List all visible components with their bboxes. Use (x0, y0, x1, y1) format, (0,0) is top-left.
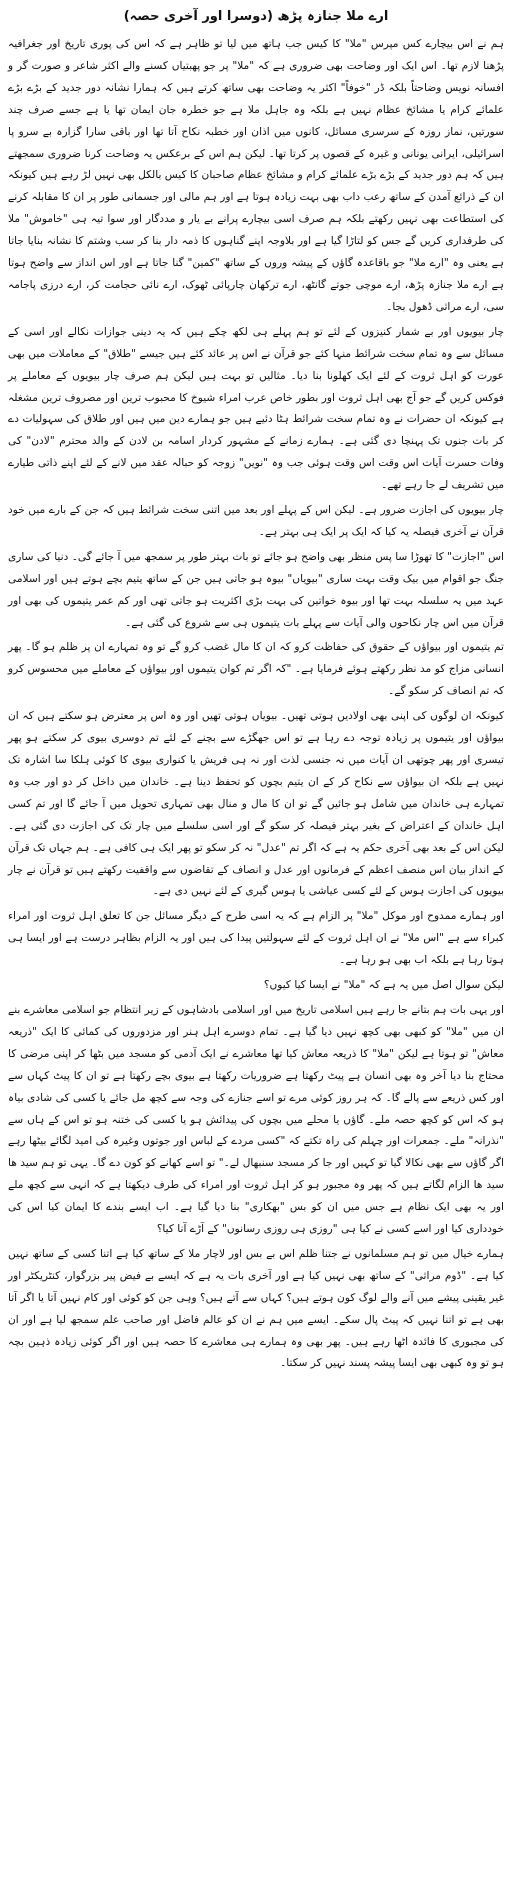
article-paragraph: اس "اجازت" کا تھوڑا سا پس منظر بھی واضح ہو جائے تو بات بہتر طور پر سمجھ میں آ جائے گی۔ دنیا کی ساری جنگ جو اقوام میں بیک وقت بہت ساری "بیویاں" بیوہ ہو جاتی ہیں جن کے ساتھ یتیم بچے ہوتے ہیں اور اسلامی عہد میں یہ سلسلہ بہت تھا اور بیوہ خواتین کی بہت بڑی اکثریت ہو جاتی تھی اور کم عمر یتیموں کی بھی اور قرآن میں اس چار نکاحوں والی آیات سے پہلے بات یتیموں ہی سے شروع کی گئی ہے۔ (8, 550, 504, 629)
article-paragraph: چار بیویوں کی اجازت ضرور ہے۔ لیکن اس کے پہلے اور بعد میں اتنی سخت شرائط ہیں کہ جن کے بارے میں خود قرآن نے آخری فیصلہ یہ کیا کہ ایک پر ایک ہی بہتر ہے۔ (8, 504, 504, 538)
article-paragraph: ہمارے خیال میں تو ہم مسلمانوں نے جتنا ظلم اس بے بس اور لاچار ملا کے ساتھ کیا ہے اتنا کسی کے ساتھ نہیں کیا ہے۔ "ڈوم مراثی" کے ساتھ بھی نہیں کیا ہے اور آخری بات یہ ہے کہ ایسے بے فیض پیر بزرگوار، کنٹریکٹر اور غیر یقینی پیشے میں آنے والے لوگ کون ہوتے ہیں؟ کہاں سے آتے ہیں؟ وہی جن کو کوئی اور کام نہیں آتا یا اگر آتا بھی ہے تو اتنا نہیں کہ پیٹ پال سکے۔ ایسے میں ہم نے ان کو عالم فاضل اور صاحب علم سمجھ لیا ہے اور ان کی مجبوری کا فائدہ اٹھا رہے ہیں۔ پھر بھی وہ ہمارے ہی معاشرے کا حصہ ہیں اور اگر کوئی زیادہ ذہین بچہ ہو تو وہ کبھی بھی ایسا پیشہ پسند نہیں کر سکتا۔ (8, 1247, 504, 1370)
article-paragraph: ہم نے اس بیچارے کس مپرس "ملا" کا کیس جب ہاتھ میں لیا تو ظاہر ہے کہ اس کی پوری تاریخ اور جغرافیہ پڑھنا لازم تھا۔ اس ایک اور وضاحت بھی ضروری ہے کہ "ملا" پر جو پھبتیاں کسنے والے اکثر شاعر و صورت گر و افسانہ نویس وضاحتاً بلکہ ڈر "خوفاً" اکثر یہ وضاحت بھی ساتھ کرتے ہیں کہ ہمارا نشانہ دور جدید کے بڑے بڑے علمائے کرام یا مشائخ عظام نہیں ہے بلکہ وہ جاہل ملا ہے جو خطرہ جان ایمان تھا یا ہے جسے صرف چند سورتیں، نماز روزہ کے سرسری مسائل، کانوں میں اذان اور خطبہ نکاح آتا تھا اور باقی سارا گزارہ بے سرو پا اسرائیلی، ایرانی یونانی و غیرہ کے قصوں پر کرتا تھا۔ لیکن ہم اس کے برعکس یہ وضاحت کرنا ضروری سمجھتے ہیں کہ ہم دور جدید کے بڑے بڑے علمائے کرام و مشائخ عظام صاحبان کا کیس بالکل بھی نہیں لڑ رہے ہیں کیونکہ ان کے ذرائع آمدن کے ساتھ رعب داب بھی بہت زیادہ ہوتا ہے اور ہم مالی اور جسمانی طور پر ان کا مقابلہ کرنے کی استطاعت بھی نہیں رکھتے بلکہ ہم صرف اسی بیچارے پرانے بے یار و مددگار اور سوا تیہ ہی "خاموش" ملا کی طرفداری کریں گے جس کو لتاڑا گیا ہے اور بلاوجہ اپنے گناہوں کا ذمہ دار بنا کر سب وشتم کا نشانہ بنایا جاتا ہے یعنی وہ "ارے ملا" جو باقاعدہ گاؤں کے پیشہ وروں کے ساتھ "کمین" گنا جاتا ہے اور اس انداز سے واضح ہوتا ہے ارے ملا جنازہ پڑھ، ارے موچی جوتے گانٹھ، ارے ترکھان چارپائی ٹھوک، ارے نائی حجامت کر، ارے درزی پاجامہ سی، ارے مراثی ڈھول بجا۔ (8, 38, 504, 313)
article-paragraph: اور یہی بات ہم بتانے جا رہے ہیں اسلامی تاریخ میں اور اسلامی بادشاہوں کے زیر انتظام جو اسلامی معاشرے بنے ان میں "ملا" کو کبھی بھی کچھ نہیں دیا گیا ہے۔ تمام دوسرے اہل ہنر اور مزدوروں کی کمائی کا ایک "ذریعہ معاش" تو ہوتا ہے لیکن "ملا" کا ذریعہ معاش کیا تھا معاشرے نے ایک آدمی کو مسجد میں بٹھا کر اپنی مرضی کا محتاج بنا دیا آخر وہ بھی انسان ہے پیٹ رکھتا ہے ضروریات رکھتا ہے بیوی بچے رکھتا ہے تو ان کا پیٹ کہاں سے اور کس ذریعے سے پالے گا۔ کہ ہر روز کوئی مرے تو اسے جنازے کی وجہ سے کچھ مل جائے یا کسی کی شادی بیاہ ہو کہ اس کو کچھ حصہ ملے۔ گاؤں یا محلے میں بچوں کی پیدائش ہو یا کسی کی ختنہ ہو تو اس کے ہاں سے "نذرانہ" ملے۔ جمعرات اور چہلم کی راہ تکتے کہ "کسی مردے کے لباس اور جوتوں وغیرہ کی امید لگائے بیٹھا رہے اگر گاؤں سے بھی نکالا گیا تو کہیں اور جا کر مسجد سنبھال لے۔" تو اسے کھانے کو کون دے گا۔ یہی تو ہم سید ھا سید ھا الزام لگاتے ہیں کہ پھر وہ مجبور ہو کر اہل ثروت اور امراء کی طرف دیکھتا ہے کہ انہی سے کچھ ملے اور یہ بھی ایک نظام ہے جس میں ان کو بس "بھکاری" بنا دیا گیا ہے۔ اب ایسے بندے کا ایمان کیا اس کی خودداری کیا اور اسے کسی نے کیا ہی "روزی ہی روزی رسانوں" کے آڑے آنا کیا؟ (8, 1003, 504, 1236)
article-paragraph: کیونکہ ان لوگوں کی اپنی بھی اولادیں ہوتی تھیں۔ بیویاں ہوتی تھیں اور وہ اس پر معترض ہو سکتے ہیں کہ ان بیواؤں اور یتیموں پر زیادہ توجہ دے رہا ہے تو اس جھگڑے سے بچنے کے لئے تم دوسری بیوی کر سکتے ہو پھر تیسری اور پھر چوتھی ان آیات میں نہ جنسی لذت اور نہ ہی فریش یا کنواری بیوی کا کوئی ہلکا سا اشارہ تک نہیں ہے بلکہ ان بیواؤں سے نکاح کر کے ان یتیم بچوں کو تحفظ دینا ہے۔ خاندان میں داخل کر دو اور جب وہ تمہارے ہی خاندان میں شامل ہو جائیں گے تو ان کا مال و منال بھی تمہاری تحویل میں آ جائے گا اور تم کسی اہل خاندان کے اعتراض کے بغیر بہتر فیصلہ کر سکو گے اور اسی سلسلے میں چار تک کی اجازت دی گئی ہے۔ لیکن اس کے بعد بھی آخری حکم یہ ہے کہ اگر تم "عدل" نہ کر سکو تو پھر ایک ہی کافی ہے۔ ہم جہاں تک قرآن کے انداز بیان اس منصف اعظم کے فرمانوں اور عدل و انصاف کے تقاضوں سے واقفیت رکھتے ہیں تو قرآن نے چار بیویوں کی اجازت ہوس کے لئے کسی عیاشی یا ہوس گیری کے لئے نہیں دی ہے۔ (8, 710, 504, 898)
article-paragraph: چار بیویوں اور بے شمار کنیزوں کے لئے تو ہم پہلے ہی لکھ چکے ہیں کہ یہ دینی جوازات نکالے اور اسی کے مسائل سے وہ تمام سخت شرائط منہا کئے جو قرآن نے اس پر عائد کئے ہیں جیسے "طلاق" کے معاملات میں بھی عورت کو اہل ثروت کے لئے ایک کھلونا بنا دیا۔ مثالیں تو بہت ہیں لیکن ہم صرف چار بیویوں کے معاملے پر فوکس کریں گے جو آج بھی اہل ثروت اور بطور خاص عرب امراء شیوخ کا محبوب ترین اور مصروف ترین مشغلہ ہے کیونکہ ان حضرات نے وہ تمام سخت شرائط ہٹا دئیے ہیں جو ہمارے دین میں ہیں اور طلاق کی سہولیات دے کر بات جنوں تک پہنچا دی گئی ہے۔ ہمارے زمانے کے مشہور کردار اسامہ بن لادن کے والد محترم "لادن" کی وفات حسرت آیات اس وقت اس وقت ہوئی جب وہ "نویں" زوجہ کو حبالہ عقد میں لانے کے لئے اپنے ذاتی طیارے میں تشریف لے جا رہے تھے۔ (8, 325, 504, 492)
article-title: ارے ملا جنازہ پڑھ (دوسرا اور آخری حصہ) (123, 9, 389, 24)
article-body (8, 34, 504, 1375)
article-paragraph: تم یتیموں اور بیواؤں کے حقوق کی حفاظت کرو کہ ان کا مال غضب کرو گے تو وہ تمہارے ان پر ظلم ہو گا۔ پھر انسانی مزاج کو مد نظر رکھتے ہوئے فرمایا ہے۔ "کہ اگر تم کوان یتیموں اور بیواؤں کے معاملے میں محسوس کرو کہ تم انصاف کر سکو گے۔ (8, 641, 504, 698)
article-paragraph: اور ہمارے ممدوح اور موکل "ملا" پر الزام ہے کہ یہ اسی طرح کے دیگر مسائل جن کا تعلق اہل ثروت اور امراء کبراء سے ہے "اس ملا" نے ان اہل ثروت کے لئے سہولتیں پیدا کی ہیں اور یہ الزام بظاہر درست ہے اور ایسا ہی ہوتا رہا ہے بلکہ اب بھی ہو رہا ہے۔ (8, 910, 504, 967)
article-paragraph: لیکن سوال اصل میں یہ ہے کہ "ملا" نے ایسا کیا کیوں؟ (263, 979, 504, 992)
